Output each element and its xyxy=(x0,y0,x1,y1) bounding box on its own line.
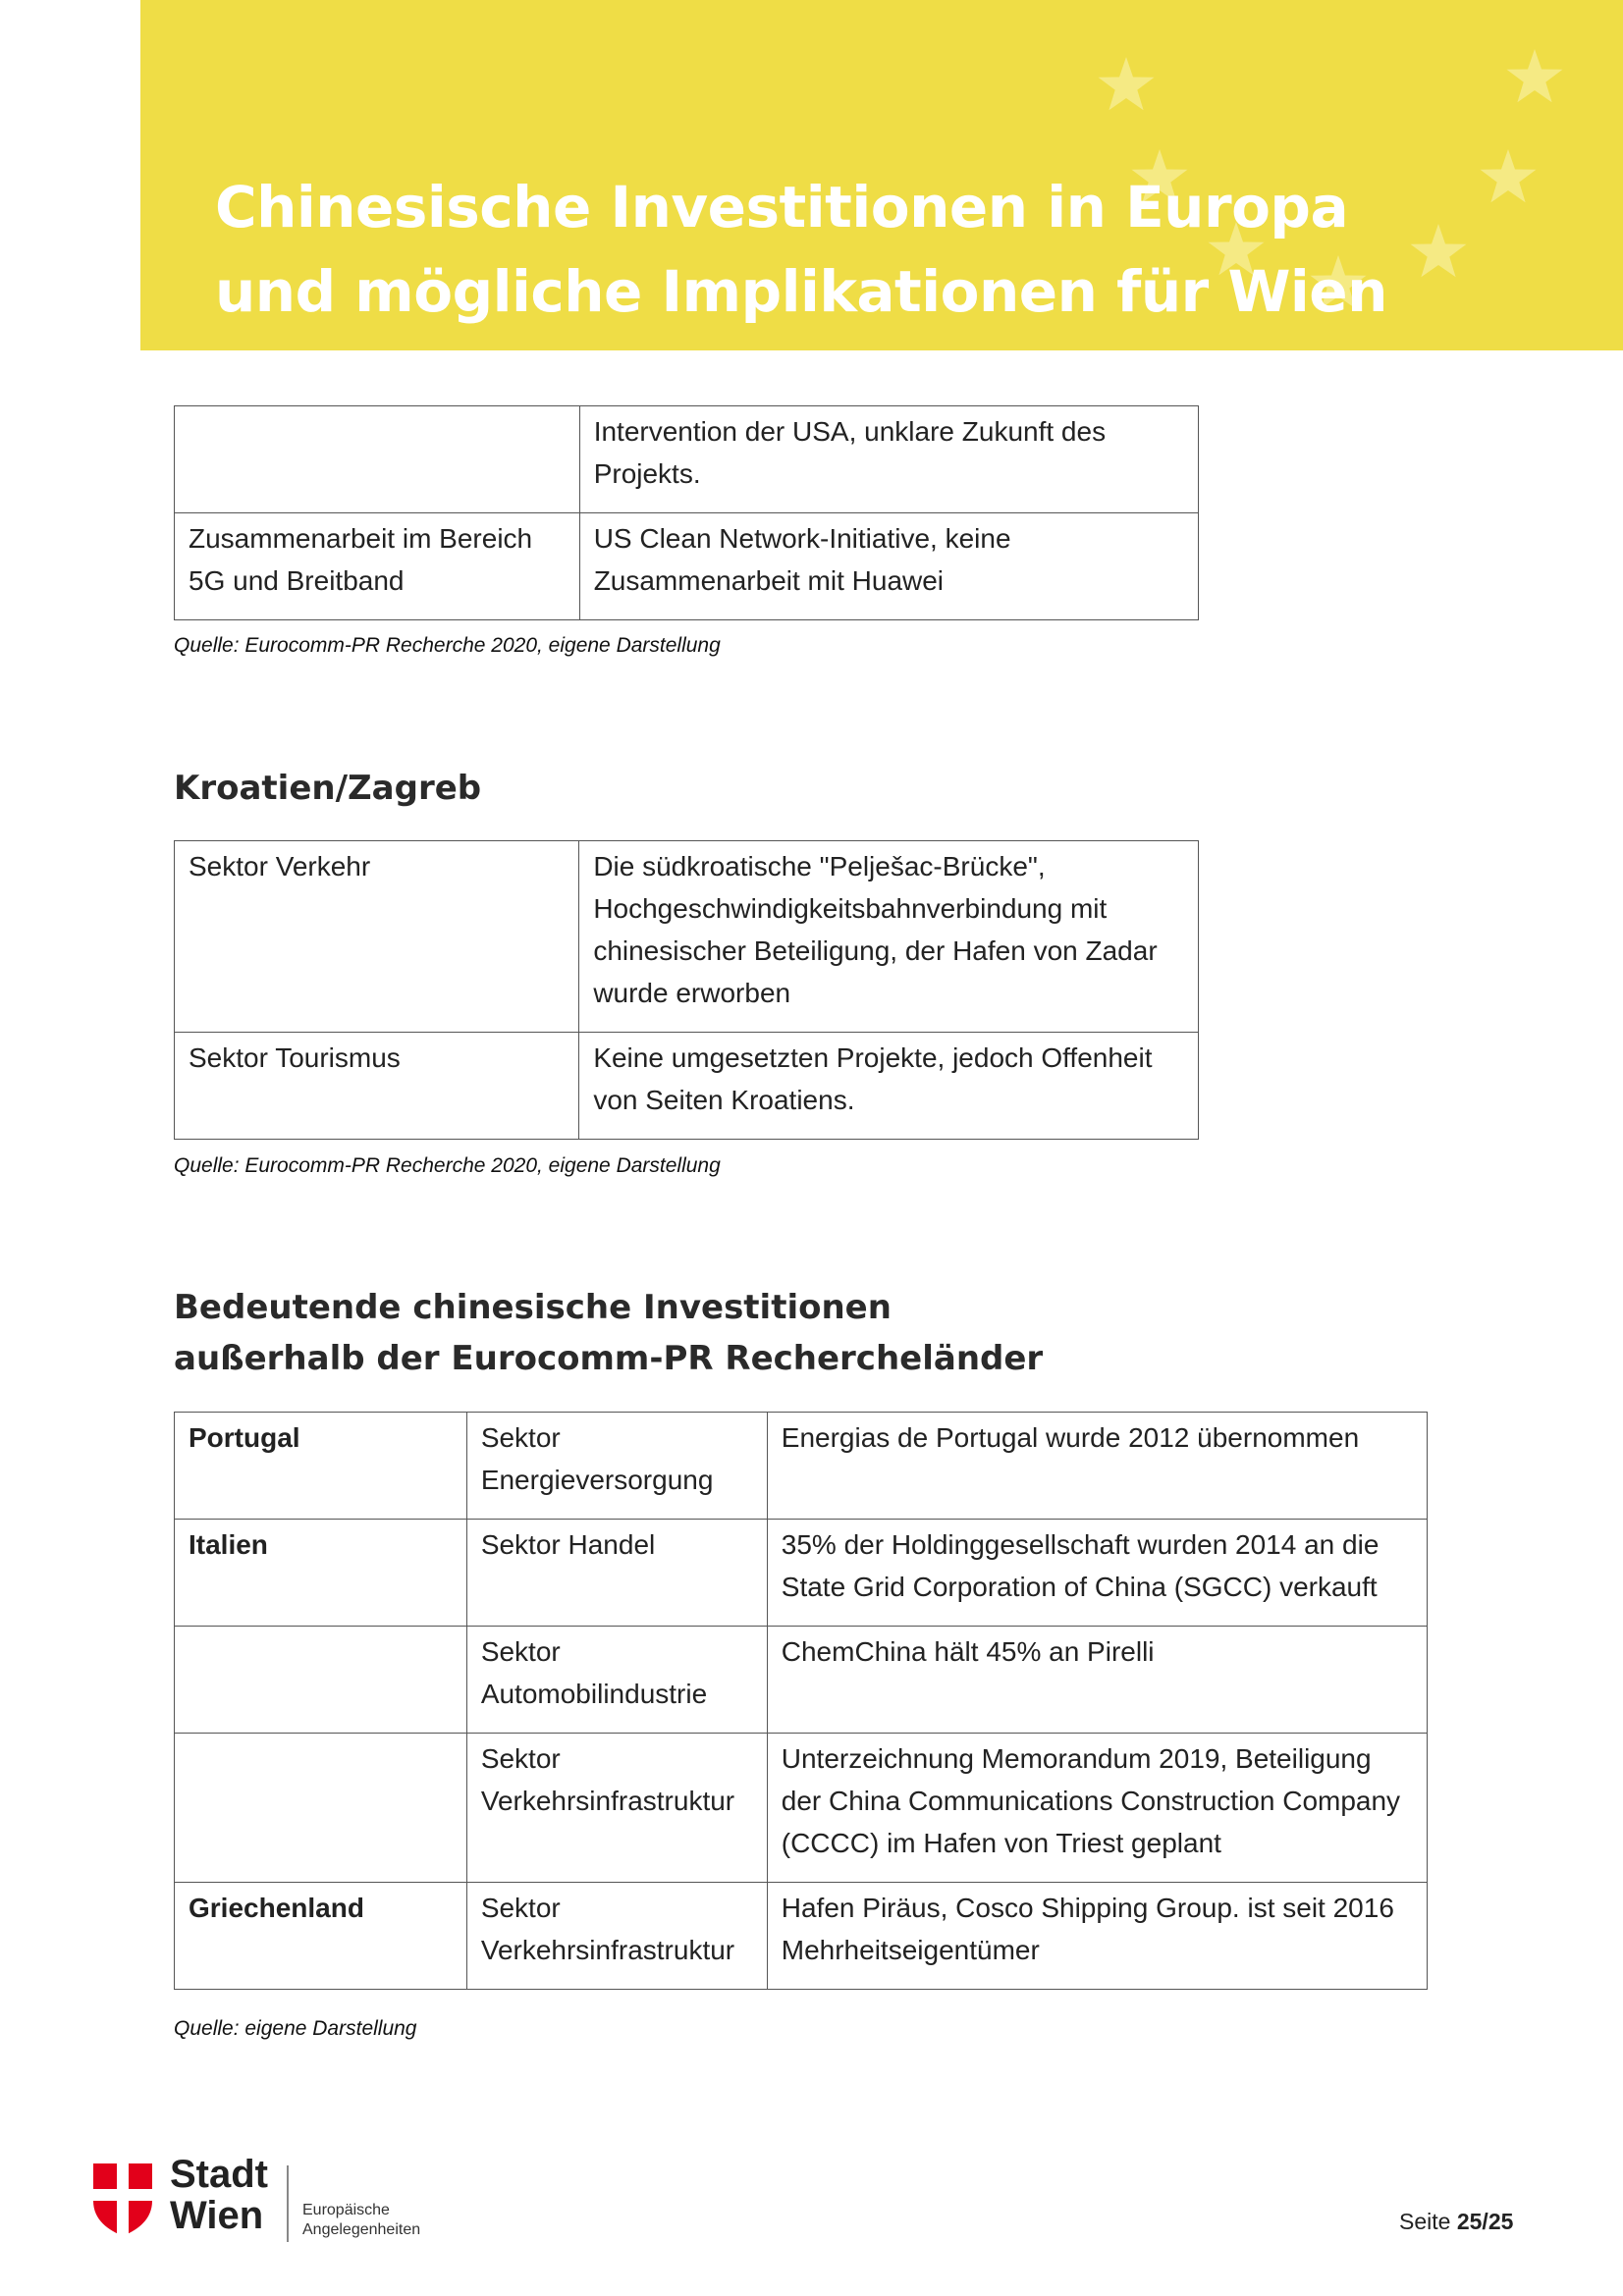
heading-line-2: außerhalb der Eurocomm-PR Rechercheländer xyxy=(174,1339,1044,1378)
country-cell xyxy=(175,1734,467,1883)
table-croatia xyxy=(174,840,1199,1140)
sector-cell: Sektor Verkehrsinfrastruktur xyxy=(466,1734,767,1883)
star-icon xyxy=(1411,224,1467,277)
country-cell xyxy=(175,1627,467,1734)
table-cell: Die südkroatische "Pelješac-Brücke", Hochgeschwindigkeitsbahnverbindung mit chinesischer Beteiligung, der Hafen von Zadar wurde erworben xyxy=(579,841,1199,1033)
stadt-wien-shield-icon xyxy=(93,2163,152,2236)
table-caption: Quelle: Eurocomm-PR Recherche 2020, eigene Darstellung xyxy=(174,1154,721,1177)
page-number: Seite 25/25 xyxy=(1399,2209,1514,2234)
title-line-1: Chinesische Investitionen in Europa xyxy=(215,174,1349,240)
table-row xyxy=(175,1734,1428,1883)
table-row xyxy=(175,1627,1428,1734)
description-cell: ChemChina hält 45% an Pirelli xyxy=(767,1627,1427,1734)
table-row xyxy=(175,1413,1428,1520)
logo-divider xyxy=(287,2165,289,2242)
description-cell: Hafen Piräus, Cosco Shipping Group. ist seit 2016 Mehrheitseigentümer xyxy=(767,1883,1427,1990)
table-row xyxy=(175,1033,1199,1140)
sector-cell: Sektor Energieversorgung xyxy=(466,1413,767,1520)
header-banner xyxy=(140,0,1623,350)
table-cell: Keine umgesetzten Projekte, jedoch Offenheit von Seiten Kroatiens. xyxy=(579,1033,1199,1140)
table-cell: US Clean Network-Initiative, keine Zusammenarbeit mit Huawei xyxy=(579,513,1198,620)
table-cell: Intervention der USA, unklare Zukunft des Projekts. xyxy=(579,406,1198,513)
star-icon xyxy=(1507,49,1563,102)
table-cell xyxy=(175,406,580,513)
table-cell: Sektor Tourismus xyxy=(175,1033,579,1140)
table-caption: Quelle: Eurocomm-PR Recherche 2020, eigene Darstellung xyxy=(174,634,721,657)
stadt-wien-logo-text: Stadt Wien xyxy=(170,2153,268,2237)
department-name: Europäische Angelegenheiten xyxy=(302,2202,421,2238)
country-cell: Italien xyxy=(175,1520,467,1627)
description-cell: Unterzeichnung Memorandum 2019, Beteiligung der China Communications Construction Company (CCCC) im Hafen von Triest geplant xyxy=(767,1734,1427,1883)
table-row xyxy=(175,841,1199,1033)
sector-cell: Sektor Automobilindustrie xyxy=(466,1627,767,1734)
section-heading-other xyxy=(174,1282,1043,1384)
country-cell: Griechenland xyxy=(175,1883,467,1990)
table-row xyxy=(175,1883,1428,1990)
description-cell: 35% der Holdinggesellschaft wurden 2014 an die State Grid Corporation of China (SGCC) verkauft xyxy=(767,1520,1427,1627)
description-cell: Energias de Portugal wurde 2012 übernommen xyxy=(767,1413,1427,1520)
table-other-countries xyxy=(174,1412,1428,1990)
star-icon xyxy=(1481,149,1537,202)
title-line-2: und mögliche Implikationen für Wien xyxy=(215,258,1387,325)
table-continuation xyxy=(174,405,1199,620)
section-heading-croatia: Kroatien/Zagreb xyxy=(174,769,482,808)
table-cell: Zusammenarbeit im Bereich 5G und Breitband xyxy=(175,513,580,620)
sector-cell: Sektor Handel xyxy=(466,1520,767,1627)
document-title xyxy=(215,165,1387,334)
table-caption: Quelle: eigene Darstellung xyxy=(174,2017,417,2040)
table-cell: Sektor Verkehr xyxy=(175,841,579,1033)
sector-cell: Sektor Verkehrsinfrastruktur xyxy=(466,1883,767,1990)
country-cell: Portugal xyxy=(175,1413,467,1520)
table-row xyxy=(175,406,1199,513)
star-icon xyxy=(1099,57,1155,110)
table-row xyxy=(175,1520,1428,1627)
table-row xyxy=(175,513,1199,620)
heading-line-1: Bedeutende chinesische Investitionen xyxy=(174,1288,892,1327)
